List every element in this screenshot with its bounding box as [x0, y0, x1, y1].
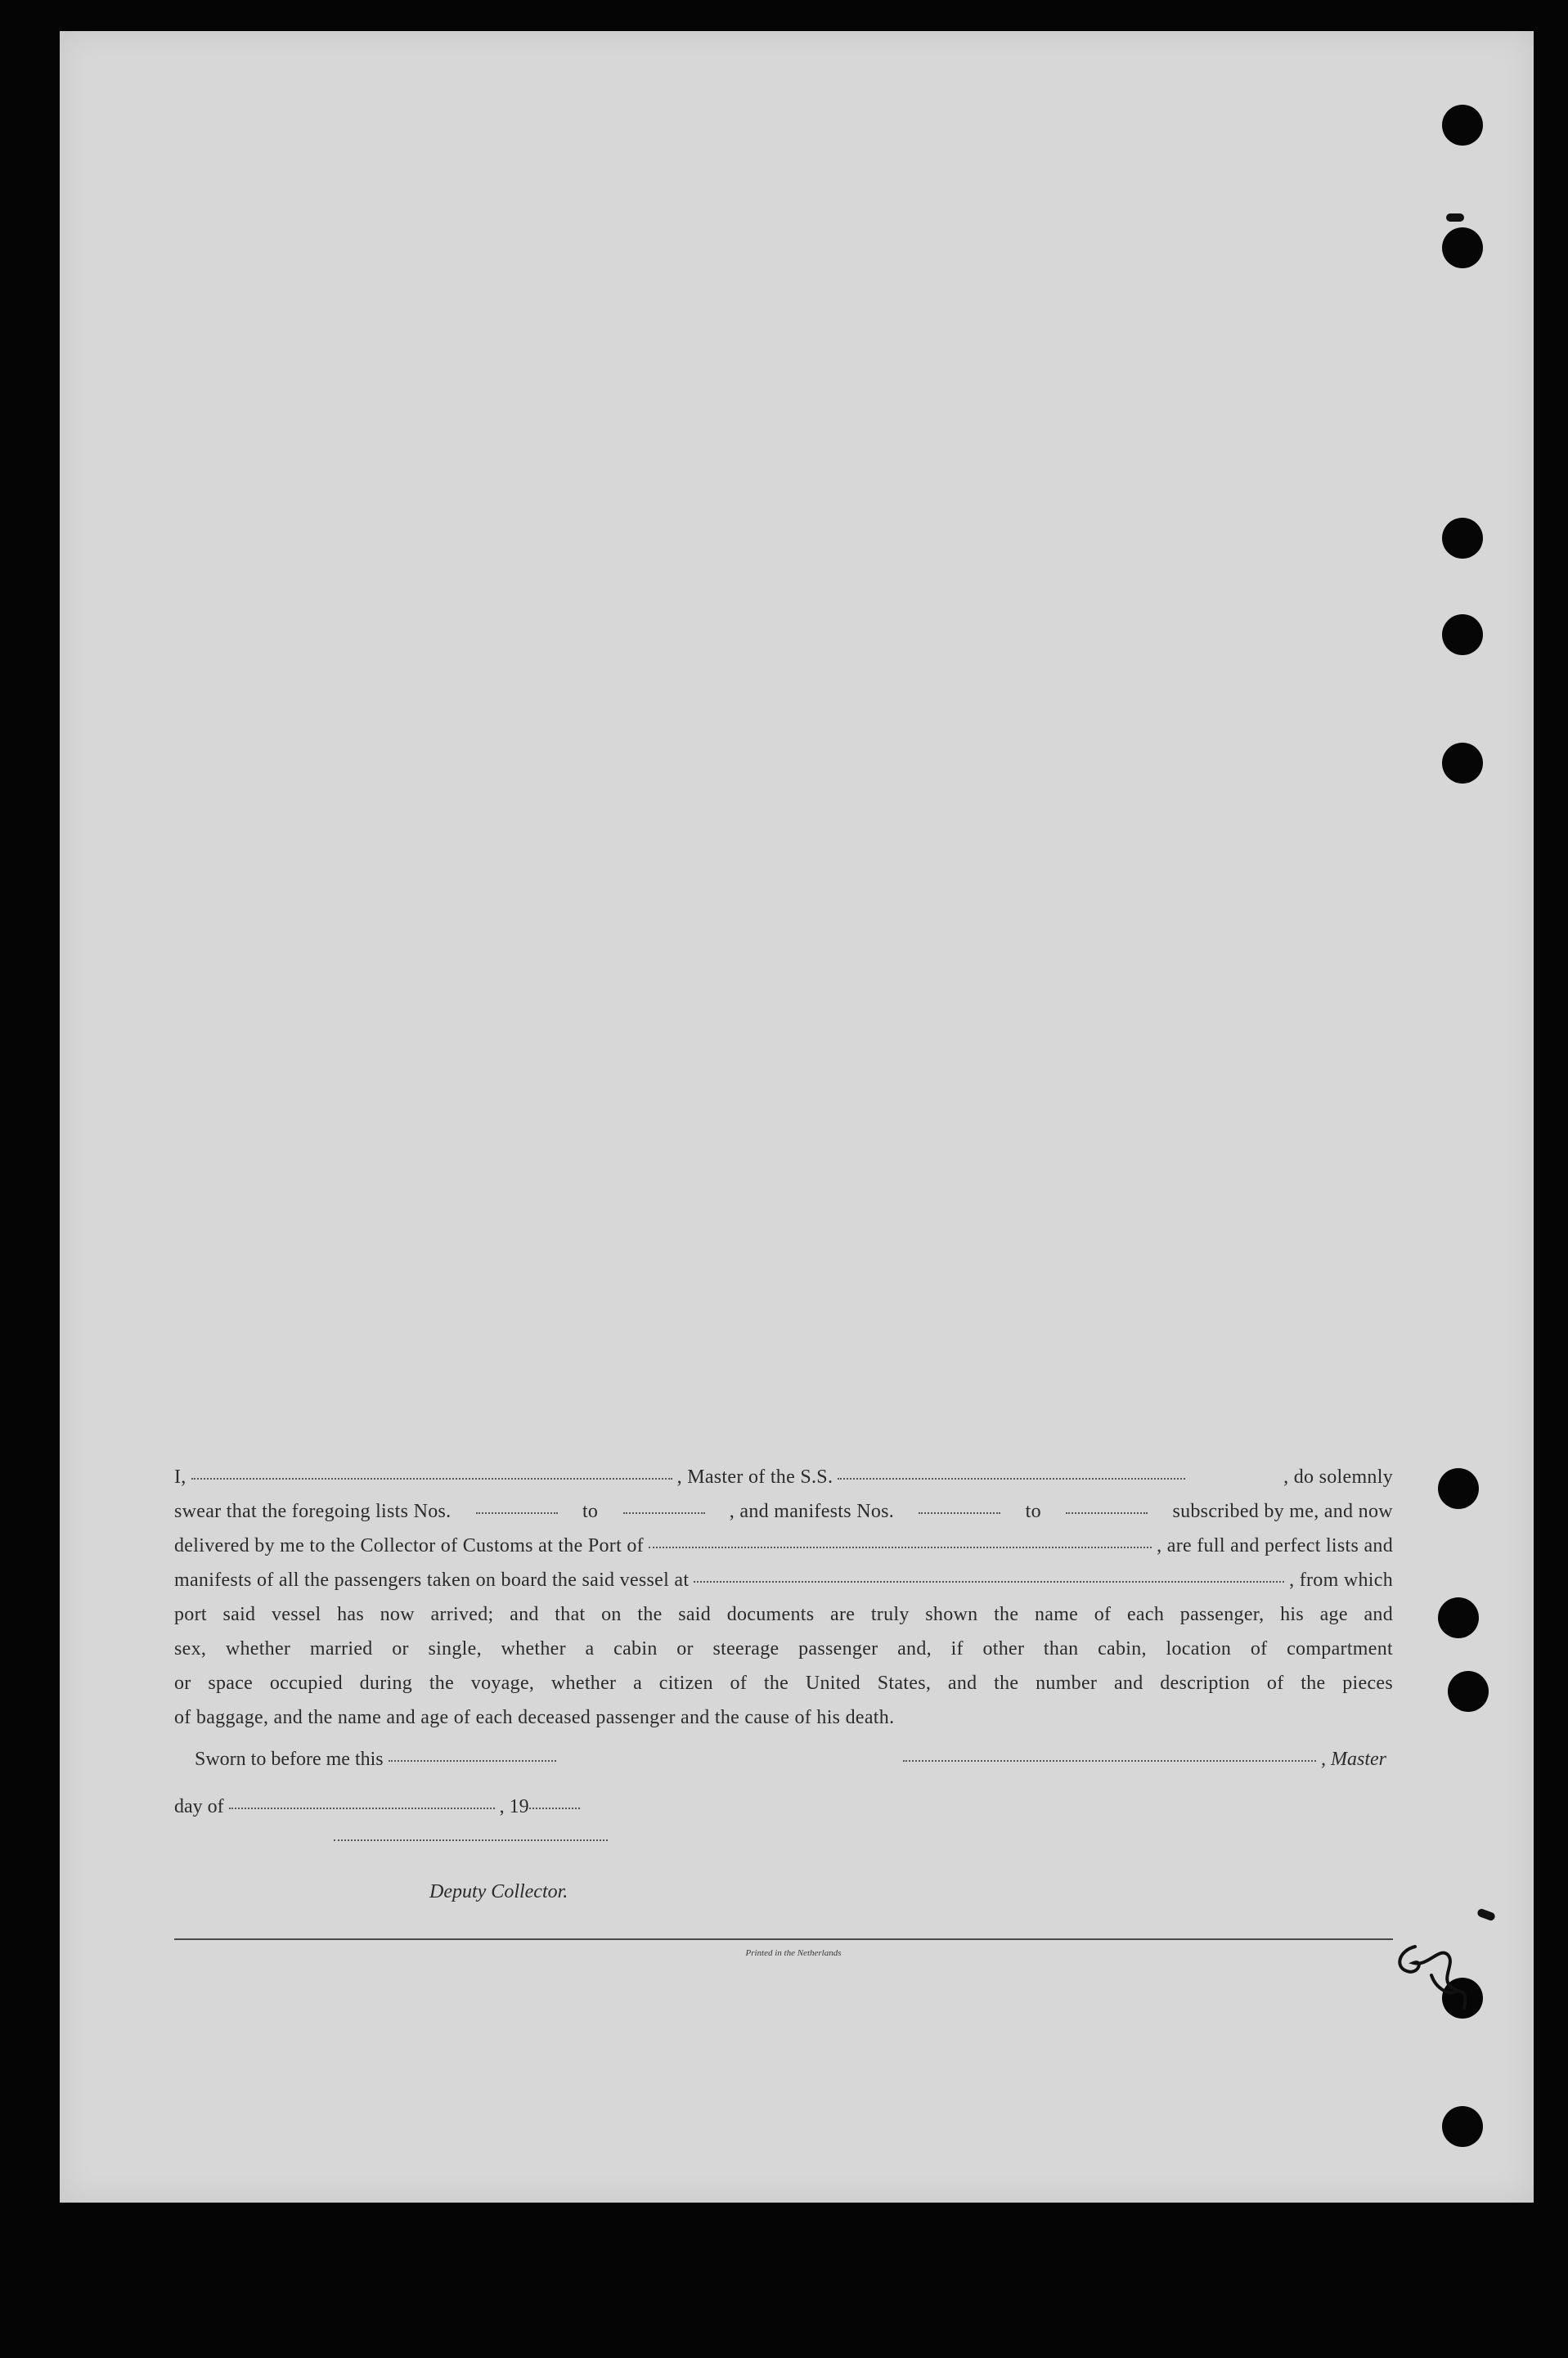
oath-line3-full: , are full and perfect lists and: [1157, 1535, 1393, 1556]
punch-hole: [1442, 227, 1483, 268]
manifest-from-blank[interactable]: [919, 1512, 1000, 1514]
punch-hole: [1438, 1468, 1479, 1509]
punch-hole: [1442, 105, 1483, 146]
printed-note: Printed in the Netherlands: [745, 1948, 842, 1958]
oath-line-5-text: port said vessel has now arrived; and that on the said documents are truly shown the name of each passenger, his age and: [174, 1604, 1393, 1625]
oath-line1-master: , Master of the S.S.: [676, 1466, 833, 1488]
deputy-signature-row: [334, 1843, 608, 1844]
list-to-blank[interactable]: [623, 1512, 705, 1514]
punch-hole: [1442, 2106, 1483, 2147]
oath-line-2: [174, 1494, 1393, 1529]
oath-line-8: [174, 1700, 1393, 1735]
year-label: , 19: [499, 1796, 529, 1817]
master-signature-row: [898, 1749, 1386, 1771]
oath-line-3: [174, 1529, 1393, 1563]
oath-line-6-text: sex, whether married or single, whether a cabin or steerage passenger and, if other than cabin, location of compartment: [174, 1638, 1393, 1660]
day-row: [174, 1796, 585, 1818]
day-label: day of: [174, 1796, 224, 1817]
speck: [1476, 1908, 1496, 1922]
oath-line-5: [174, 1597, 1393, 1632]
oath-line2-to: to: [582, 1501, 599, 1522]
deputy-row: [429, 1881, 568, 1903]
oath-line4-manifests: manifests of all the passengers taken on board the said vessel at: [174, 1570, 690, 1591]
manifest-to-blank[interactable]: [1066, 1512, 1148, 1514]
deputy-signature-blank[interactable]: [334, 1839, 608, 1841]
speck: [1446, 213, 1464, 222]
oath-line2-subscribed: subscribed by me, and now: [1172, 1501, 1393, 1522]
master-signature-blank[interactable]: [903, 1760, 1316, 1762]
oath-line2-swear: swear that the foregoing lists Nos.: [174, 1501, 452, 1522]
punch-hole: [1448, 1671, 1489, 1712]
oath-line1-i: I,: [174, 1466, 186, 1488]
punch-hole: [1442, 743, 1483, 784]
day-blank[interactable]: [229, 1808, 495, 1809]
document-page: [60, 31, 1534, 2203]
oath-line3-delivered: delivered by me to the Collector of Customs at the Port of: [174, 1535, 644, 1556]
oath-paragraph: [174, 1460, 1393, 1735]
oath-line1-solemnly: , do solemnly: [1283, 1466, 1393, 1488]
punch-hole: [1438, 1597, 1479, 1638]
oath-line-7: [174, 1666, 1393, 1700]
oath-line-6: [174, 1632, 1393, 1666]
oath-line2-manifests: , and manifests Nos.: [729, 1501, 895, 1522]
master-label: , Master: [1321, 1749, 1386, 1770]
sworn-date-blank[interactable]: [389, 1760, 556, 1762]
name-blank[interactable]: [191, 1478, 672, 1480]
deputy-label: Deputy Collector.: [429, 1881, 568, 1902]
oath-line-4: [174, 1563, 1393, 1597]
ship-name-blank[interactable]: [838, 1478, 1185, 1480]
oath-line-1: [174, 1460, 1393, 1494]
sworn-row: [195, 1749, 561, 1771]
footer-rule: [174, 1938, 1393, 1940]
list-from-blank[interactable]: [476, 1512, 558, 1514]
punch-hole: [1442, 614, 1483, 655]
oath-line-8-text: of baggage, and the name and age of each deceased passenger and the cause of his death.: [174, 1707, 895, 1728]
sworn-label: Sworn to before me this: [195, 1749, 384, 1770]
oath-line4-from-which: , from which: [1289, 1570, 1393, 1591]
oath-line2-to-2: to: [1025, 1501, 1041, 1522]
handwritten-mark: [1391, 1930, 1480, 2037]
year-blank[interactable]: [529, 1808, 580, 1809]
port-blank[interactable]: [649, 1547, 1152, 1548]
punch-hole: [1442, 518, 1483, 559]
port-of-departure-blank[interactable]: [694, 1581, 1284, 1583]
oath-line-7-text: or space occupied during the voyage, whether a citizen of the United States, and the number and description of the pieces: [174, 1673, 1393, 1694]
